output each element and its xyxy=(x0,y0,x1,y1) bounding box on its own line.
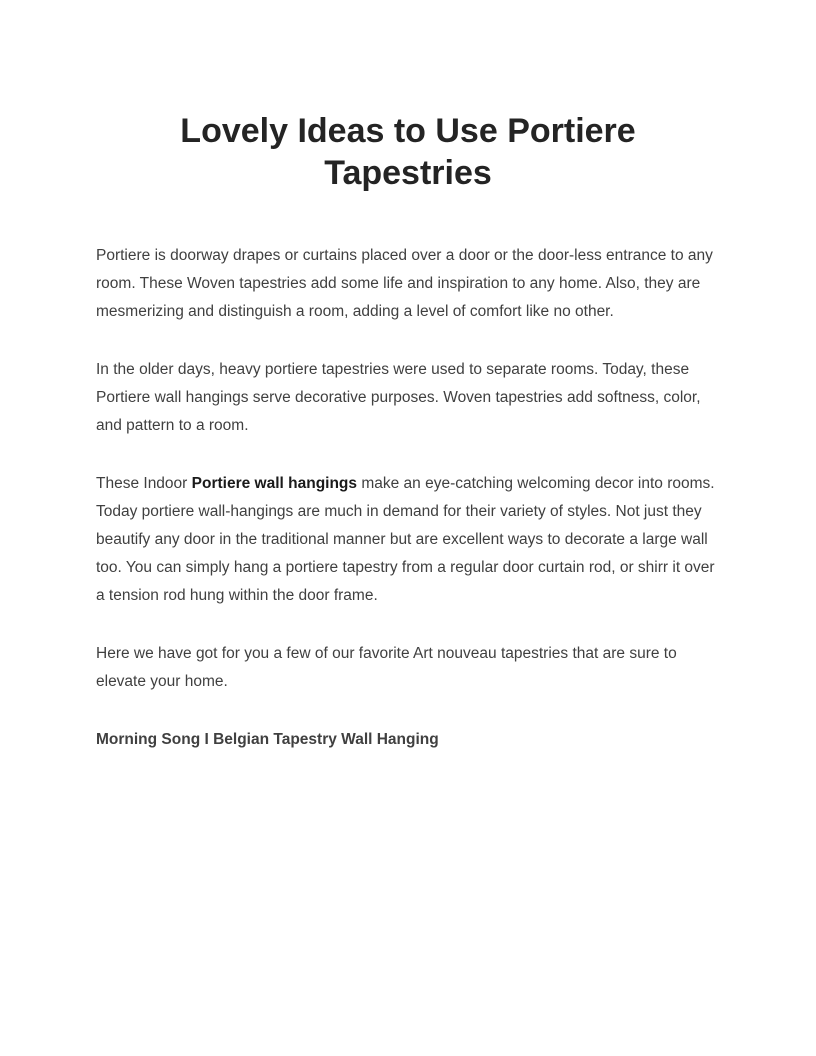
paragraph-indoor-hangings-rest: make an eye-catching welcoming decor into rooms. Today portiere wall-hangings are much in demand for their variety of styles. Not just they beautify any door in the traditional manner but are excellent ways to decorate a large wall too. You can simply hang a portiere tapestry from a regular door curtain rod, or shirr it over a tension rod hung within the door frame. xyxy=(96,475,715,604)
section-subheading: Morning Song I Belgian Tapestry Wall Hanging xyxy=(96,731,439,748)
paragraph-favorites: Here we have got for you a few of our favorite Art nouveau tapestries that are sure to elevate your home. xyxy=(96,645,677,690)
paragraph-indoor-hangings-lead: These Indoor xyxy=(96,475,192,492)
paragraph-indoor-hangings xyxy=(96,470,720,610)
page-title: Lovely Ideas to Use Portiere Tapestries xyxy=(180,112,636,192)
paragraph-intro: Portiere is doorway drapes or curtains placed over a door or the door-less entrance to any room. These Woven tapestries add some life and inspiration to any home. Also, they are mesmerizing and distinguish a room, adding a level of comfort like no other. xyxy=(96,247,713,320)
paragraph-history: In the older days, heavy portiere tapestries were used to separate rooms. Today, these Portiere wall hangings serve decorative purposes. Woven tapestries add softness, color, and pattern to a room. xyxy=(96,361,701,434)
portiere-wall-hangings-bold: Portiere wall hangings xyxy=(191,475,358,492)
